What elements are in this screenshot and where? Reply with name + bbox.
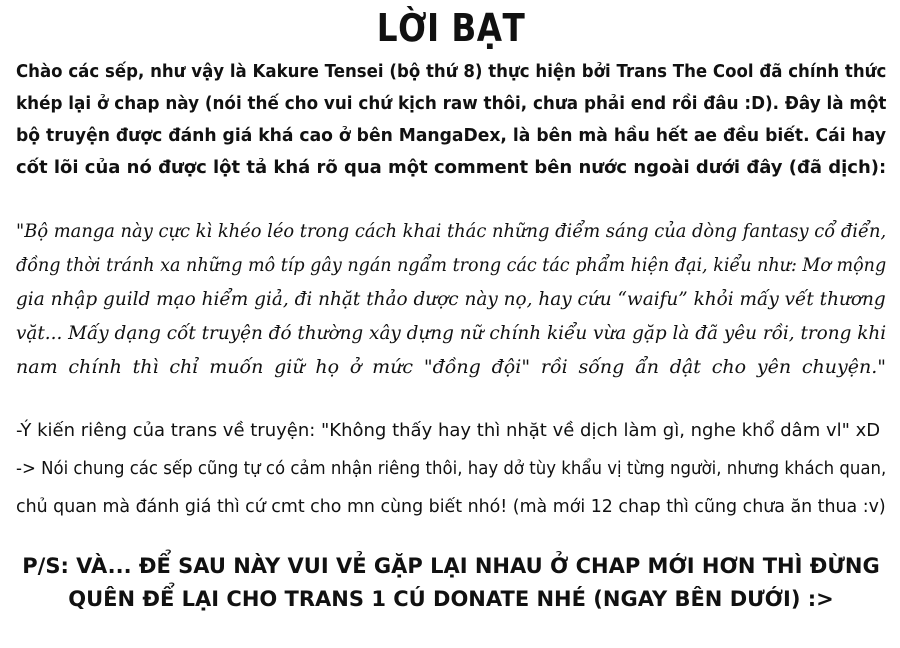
intro-paragraph (16, 56, 886, 184)
opinion-line: -Ý kiến riêng của trans về truyện: "Không thấy hay thì nhặt về dịch làm gì, nghe khổ dâm vl" xD (16, 420, 881, 441)
quote-line: đồng thời tránh xa những mô típ gây ngán ngẩm trong các tác phẩm hiện đại, kiểu như: Mơ mộng (16, 254, 887, 276)
translated-comment-quote (16, 214, 886, 384)
intro-line: khép lại ở chap này (nói thế cho vui chứ kịch raw thôi, chưa phải end rồi đâu :D). Đây là một (16, 93, 887, 114)
intro-line: cốt lõi của nó được lột tả khá rõ qua một comment bên nước ngoài dưới đây (đã dịch): (16, 157, 887, 178)
intro-line: bộ truyện được đánh giá khá cao ở bên MangaDex, là bên mà hầu hết ae đều biết. Cái hay (16, 125, 887, 146)
quote-line: vặt... Mấy dạng cốt truyện đó thường xây dựng nữ chính kiểu vừa gặp là đã yêu rồi, trong khi (16, 322, 887, 344)
quote-line: gia nhập guild mạo hiểm giả, đi nhặt thảo dược này nọ, hay cứu “waifu” khỏi mấy vết thương (16, 288, 886, 310)
translator-opinion (16, 412, 886, 526)
quote-line: "Bộ manga này cực kì khéo léo trong cách khai thác những điểm sáng của dòng fantasy cổ điển, (16, 220, 887, 242)
page-title: LỜI BẠT (376, 6, 526, 50)
postscript-donate-note (16, 550, 886, 616)
ps-line: P/S: VÀ... ĐỂ SAU NÀY VUI VẺ GẶP LẠI NHAU Ở CHAP MỚI HƠN THÌ ĐỪNG (22, 554, 880, 578)
opinion-line: chủ quan mà đánh giá thì cứ cmt cho mn cùng biết nhó! (mà mới 12 chap thì cũng chưa ăn thua :v) (16, 496, 886, 517)
opinion-line: -> Nói chung các sếp cũng tự có cảm nhận riêng thôi, hay dở tùy khẩu vị từng người, nhưng khách quan, (16, 458, 887, 479)
ps-line: QUÊN ĐỂ LẠI CHO TRANS 1 CÚ DONATE NHÉ (NGAY BÊN DƯỚI) :> (68, 587, 834, 611)
intro-line: Chào các sếp, như vậy là Kakure Tensei (bộ thứ 8) thực hiện bởi Trans The Cool đã chính thức (16, 61, 887, 82)
quote-line: nam chính thì chỉ muốn giữ họ ở mức "đồng đội" rồi sống ẩn dật cho yên chuyện." (16, 356, 886, 378)
